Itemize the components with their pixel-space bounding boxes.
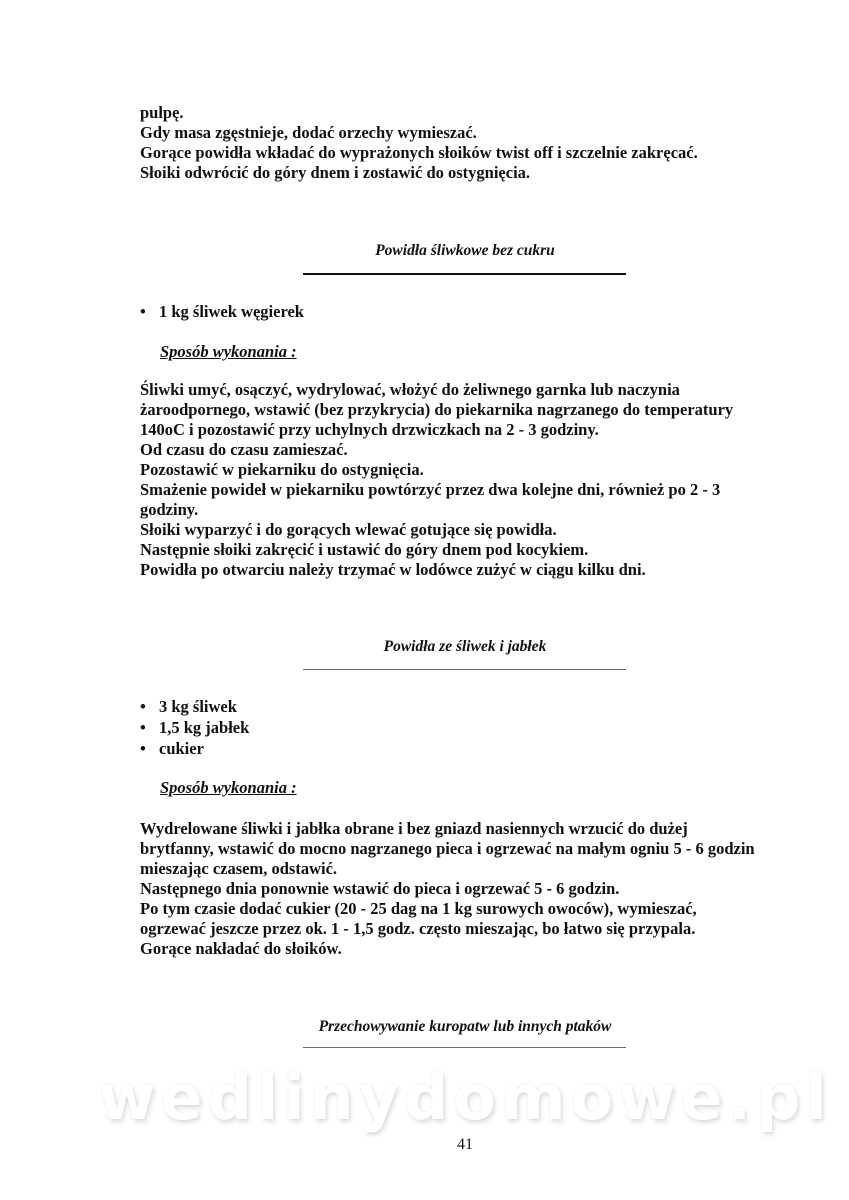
recipe1-title: Powidła śliwkowe bez cukru bbox=[375, 242, 555, 259]
text-line: 140oC i pozostawić przy uchylnych drzwiczkach na 2 - 3 godziny. bbox=[140, 420, 599, 439]
divider bbox=[303, 1047, 626, 1048]
ingredient-item: • 1 kg śliwek węgierek bbox=[140, 301, 304, 322]
text-line: Pozostawić w piekarniku do ostygnięcia. bbox=[140, 460, 424, 479]
intro-paragraph bbox=[140, 103, 698, 183]
recipe1-ingredients bbox=[140, 301, 304, 322]
recipe3-title: Przechowywanie kuropatw lub innych ptaków bbox=[318, 1018, 612, 1035]
recipe2-method bbox=[140, 819, 755, 959]
recipe2-method-label: Sposób wykonania : bbox=[160, 778, 297, 797]
text-line: Powidła po otwarciu należy trzymać w lodówce zużyć w ciągu kilku dni. bbox=[140, 560, 646, 579]
text-line: brytfanny, wstawić do mocno nagrzanego pieca i ogrzewać na małym ogniu 5 - 6 godzin bbox=[140, 839, 755, 858]
ingredient-item: • 1,5 kg jabłek bbox=[140, 717, 249, 738]
text-line: Po tym czasie dodać cukier (20 - 25 dag na 1 kg surowych owoców), wymieszać, bbox=[140, 899, 697, 918]
watermark: wedlinydomowe.pl bbox=[98, 1061, 832, 1134]
text-line: żaroodpornego, wstawić (bez przykrycia) do piekarnika nagrzanego do temperatury bbox=[140, 400, 734, 419]
divider bbox=[303, 669, 626, 670]
text-line: Wydrelowane śliwki i jabłka obrane i bez gniazd nasiennych wrzucić do dużej bbox=[140, 819, 688, 838]
divider bbox=[303, 273, 626, 275]
recipe1-method bbox=[140, 380, 733, 580]
text-line: mieszając czasem, odstawić. bbox=[140, 859, 338, 878]
recipe1-method-label: Sposób wykonania : bbox=[160, 342, 297, 361]
text-line: Następnie słoiki zakręcić i ustawić do góry dnem pod kocykiem. bbox=[140, 540, 589, 559]
text-line: Smażenie powideł w piekarniku powtórzyć przez dwa kolejne dni, również po 2 - 3 bbox=[140, 480, 721, 499]
text-line: ogrzewać jeszcze przez ok. 1 - 1,5 godz. często mieszając, bo łatwo się przypala. bbox=[140, 919, 696, 938]
recipe2-title: Powidła ze śliwek i jabłek bbox=[383, 638, 547, 655]
text-line: godziny. bbox=[140, 500, 199, 519]
text-line: pulpę. bbox=[140, 103, 184, 122]
page-number: 41 bbox=[457, 1136, 473, 1153]
text-line: Od czasu do czasu zamieszać. bbox=[140, 440, 348, 459]
ingredient-item: • 3 kg śliwek bbox=[140, 696, 249, 717]
text-line: Następnego dnia ponownie wstawić do pieca i ogrzewać 5 - 6 godzin. bbox=[140, 879, 620, 898]
text-line: Słoiki wyparzyć i do gorących wlewać gotujące się powidła. bbox=[140, 520, 557, 539]
text-line: Gorące nakładać do słoików. bbox=[140, 939, 342, 958]
text-line: Słoiki odwrócić do góry dnem i zostawić do ostygnięcia. bbox=[140, 163, 531, 182]
text-line: Gorące powidła wkładać do wyprażonych słoików twist off i szczelnie zakręcać. bbox=[140, 143, 698, 162]
ingredient-item: • cukier bbox=[140, 738, 249, 759]
text-line: Gdy masa zgęstnieje, dodać orzechy wymieszać. bbox=[140, 123, 477, 142]
recipe2-ingredients bbox=[140, 696, 249, 759]
text-line: Śliwki umyć, osączyć, wydrylować, włożyć do żeliwnego garnka lub naczynia bbox=[140, 380, 680, 399]
